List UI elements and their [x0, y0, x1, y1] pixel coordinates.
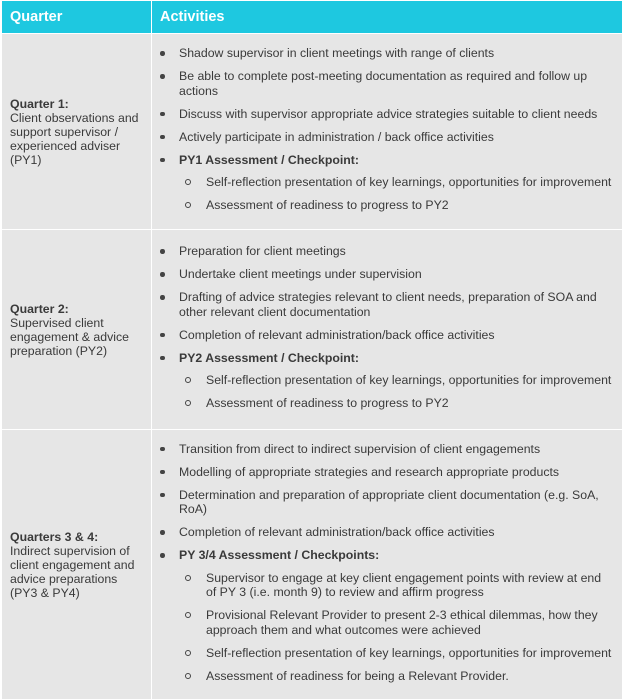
list-item: Completion of relevant administration/back office activities: [152, 525, 614, 540]
header-quarter: Quarter: [2, 1, 152, 34]
checkpoint-sublist: [179, 373, 614, 411]
sub-list-item: Assessment of readiness to progress to PY2: [179, 198, 614, 213]
activity-list: [152, 442, 614, 684]
list-item: Preparation for client meetings: [152, 244, 614, 259]
sub-list-item: Self-reflection presentation of key learnings, opportunities for improvement: [179, 646, 614, 661]
checkpoint-sublist: [179, 571, 614, 684]
table-row: [2, 230, 623, 430]
list-item: Discuss with supervisor appropriate advice strategies suitable to client needs: [152, 107, 614, 122]
header-activities: Activities: [152, 1, 623, 34]
activity-list: [152, 244, 614, 411]
sub-list-item: Self-reflection presentation of key learnings, opportunities for improvement: [179, 175, 614, 190]
checkpoint-item: [152, 548, 614, 683]
list-item: Determination and preparation of appropriate client documentation (e.g. SoA, RoA): [152, 488, 614, 517]
quarter-title: Quarters 3 & 4:: [10, 529, 99, 544]
list-item: Drafting of advice strategies relevant to client needs, preparation of SOA and other relevant client documentation: [152, 290, 614, 319]
activities-cell: [152, 430, 623, 700]
list-item: Shadow supervisor in client meetings with range of clients: [152, 46, 614, 61]
activity-list: [152, 46, 614, 213]
activities-cell: [152, 34, 623, 230]
quarter-cell: [2, 230, 152, 430]
quarter-description: Indirect supervision of client engagement and advice preparations (PY3 & PY4): [10, 543, 135, 600]
checkpoint-item: [152, 153, 614, 213]
checkpoint-sublist: [179, 175, 614, 213]
list-item: Be able to complete post-meeting documentation as required and follow up actions: [152, 69, 614, 98]
activities-table: [1, 0, 623, 700]
table-row: [2, 430, 623, 700]
quarter-title: Quarter 2:: [10, 301, 69, 316]
list-item: Completion of relevant administration/back office activities: [152, 328, 614, 343]
sub-list-item: Self-reflection presentation of key learnings, opportunities for improvement: [179, 373, 614, 388]
checkpoint-label: PY2 Assessment / Checkpoint:: [179, 350, 359, 365]
quarter-description: Client observations and support supervisor / experienced adviser (PY1): [10, 110, 139, 167]
sub-list-item: Supervisor to engage at key client engagement points with review at end of PY 3 (i.e. month 9) to review and affirm progress: [179, 571, 614, 600]
checkpoint-label: PY 3/4 Assessment / Checkpoints:: [179, 548, 380, 562]
quarter-description: Supervised client engagement & advice preparation (PY2): [10, 315, 129, 358]
list-item: Actively participate in administration / back office activities: [152, 130, 614, 145]
list-item: Modelling of appropriate strategies and research appropriate products: [152, 465, 614, 480]
sub-list-item: Assessment of readiness to progress to PY2: [179, 396, 614, 411]
list-item: Undertake client meetings under supervision: [152, 267, 614, 282]
sub-list-item: Assessment of readiness for being a Relevant Provider.: [179, 669, 614, 684]
table-header-row: [2, 1, 623, 34]
quarter-title: Quarter 1:: [10, 96, 69, 111]
table-row: [2, 34, 623, 230]
quarter-cell: [2, 430, 152, 700]
checkpoint-label: PY1 Assessment / Checkpoint:: [179, 152, 359, 167]
quarter-cell: [2, 34, 152, 230]
checkpoint-item: [152, 351, 614, 411]
sub-list-item: Provisional Relevant Provider to present 2-3 ethical dilemmas, how they approach them and what outcomes were achieved: [179, 608, 614, 637]
activities-cell: [152, 230, 623, 430]
list-item: Transition from direct to indirect supervision of client engagements: [152, 442, 614, 457]
